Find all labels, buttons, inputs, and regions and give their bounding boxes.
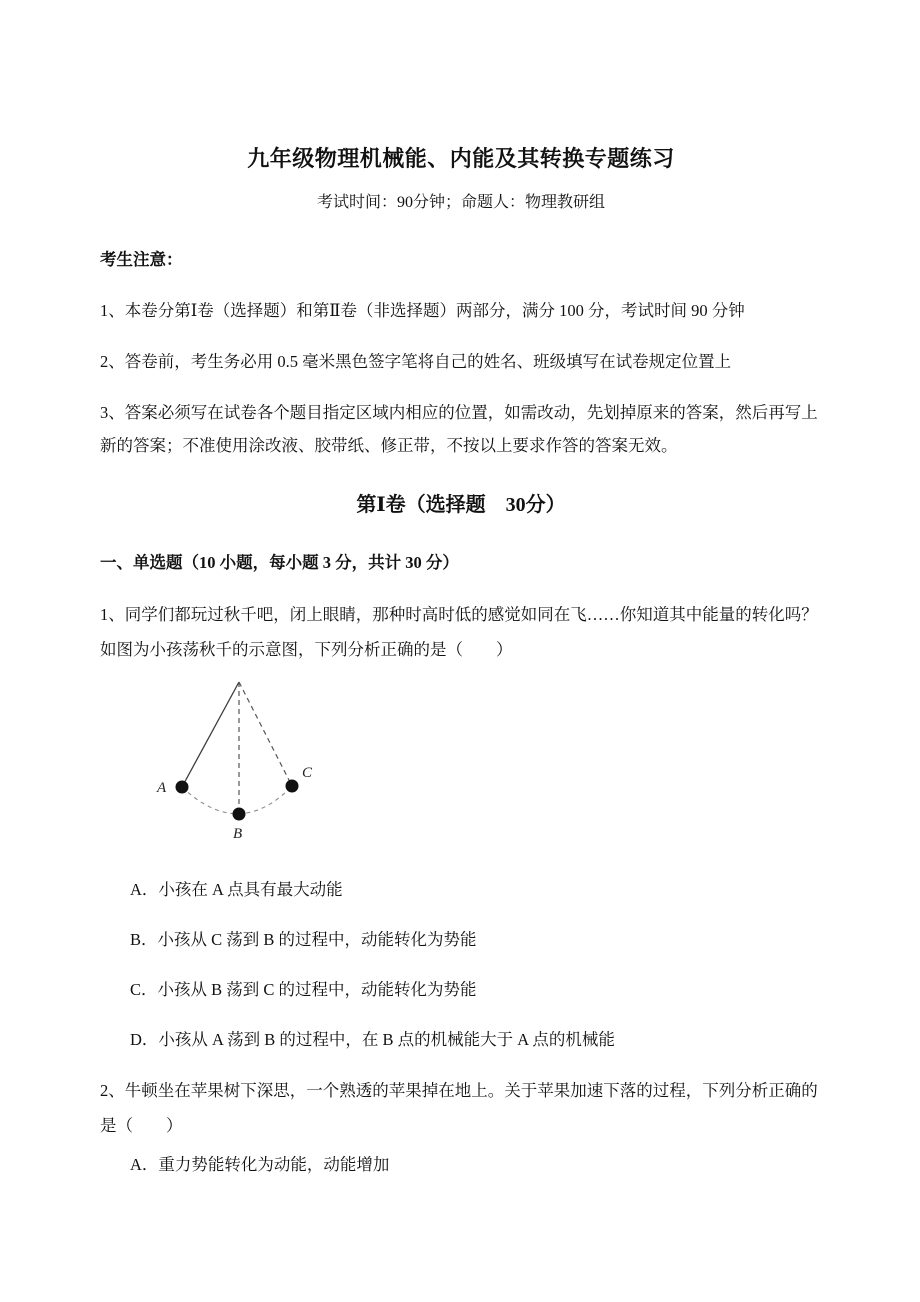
exam-subtitle: 考试时间：90分钟；命题人：物理教研组 [316, 194, 605, 211]
question-1-text: 1、同学们都玩过秋千吧，闭上眼睛，那种时高时低的感觉如同在飞……你知道其中能量的转化吗？如图为小孩荡秋千的示意图，下列分析正确的是（ ） [100, 605, 818, 660]
point-b-label: B [233, 825, 243, 842]
question-1-option-a: A．小孩在 A 点具有最大动能 [130, 879, 343, 899]
question-1-option-d: D．小孩从 A 荡到 B 的过程中，在 B 点的机械能大于 A 点的机械能 [130, 1029, 615, 1049]
point-a-label: A [157, 779, 167, 796]
question-2 [100, 1073, 822, 1181]
question-2-text: 2、牛顿坐在苹果树下深思，一个熟透的苹果掉在地上。关于苹果加速下落的过程，下列分析正确的是（ ） [100, 1080, 818, 1136]
rope-line-a [182, 682, 239, 787]
section-title: 第Ⅰ卷（选择题 30分） [356, 494, 566, 516]
question-1 [100, 597, 822, 1056]
pendulum-diagram-svg [142, 674, 324, 846]
notice-item-2: 2、答卷前，考生务必用 0.5 毫米黑色签字笔将自己的姓名、班级填写在试卷规定位置上 [100, 352, 732, 371]
part-heading: 一、单选题（10 小题，每小题 3 分，共计 30 分） [100, 553, 459, 572]
swing-diagram [142, 674, 822, 851]
notice-item-1: 1、本卷分第Ⅰ卷（选择题）和第Ⅱ卷（非选择题）两部分，满分 100 分，考试时间 90 分钟 [100, 301, 745, 320]
question-1-option-c: C．小孩从 B 荡到 C 的过程中，动能转化为势能 [130, 979, 477, 999]
point-b-dot [233, 807, 246, 820]
rope-line-c-dashed [239, 682, 292, 786]
notice-heading: 考生注意： [100, 250, 183, 269]
question-1-option-b: B．小孩从 C 荡到 B 的过程中，动能转化为势能 [130, 929, 477, 949]
notice-item-3: 3、答案必须写在试卷各个题目指定区域内相应的位置，如需改动，先划掉原来的答案，然后再写上新的答案；不准使用涂改液、胶带纸、修正带，不按以上要求作答的答案无效。 [100, 403, 818, 455]
point-c-dot [286, 779, 299, 792]
point-a-dot [176, 780, 189, 793]
point-c-label: C [302, 764, 313, 781]
page-title: 九年级物理机械能、内能及其转换专题练习 [247, 146, 675, 171]
question-2-option-a: A．重力势能转化为动能，动能增加 [130, 1154, 390, 1174]
